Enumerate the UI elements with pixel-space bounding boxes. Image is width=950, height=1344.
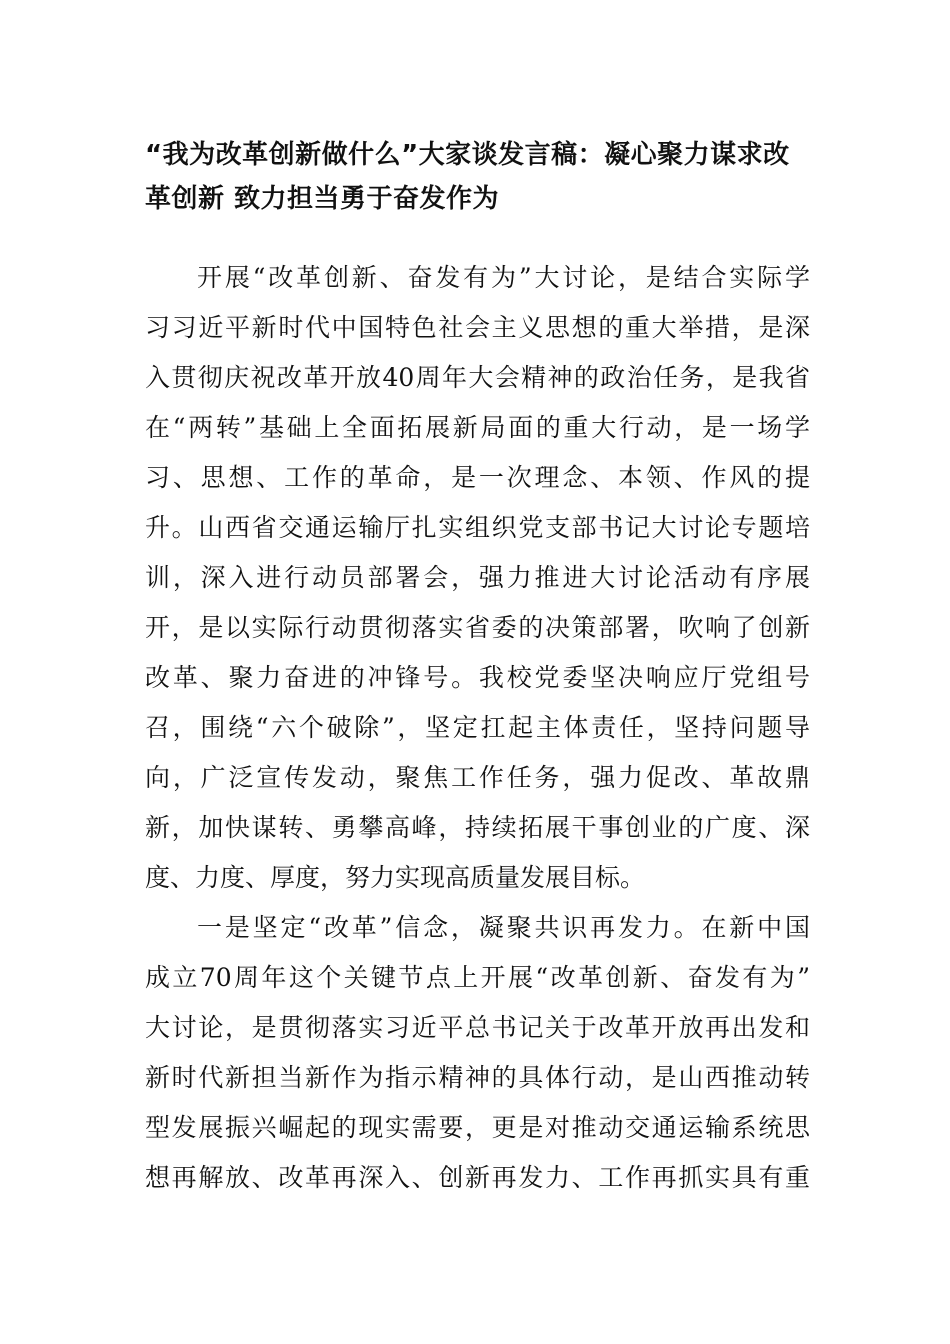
paragraph-line: 想再解放、改革再深入、创新再发力、工作再抓实具有重 [145,1163,810,1192]
paragraph-line: 习习近平新时代中国特色社会主义思想的重大举措，是深 [145,313,810,342]
paragraph-line: 开，是以实际行动贯彻落实省委的决策部署，吹响了创新 [145,613,810,642]
paragraph-line: 在“两转”基础上全面拓展新局面的重大行动，是一场学 [145,413,810,442]
paragraph-line: 成立70周年这个关键节点上开展“改革创新、奋发有为” [145,963,810,992]
paragraph-line: 一是坚定“改革”信念，凝聚共识再发力。在新中国 [197,913,810,942]
document-title [145,133,810,221]
paragraph-line: 训，深入进行动员部署会，强力推进大讨论活动有序展 [145,563,810,592]
paragraph-line: 习、思想、工作的革命，是一次理念、本领、作风的提 [145,463,810,492]
paragraph-line: 改革、聚力奋进的冲锋号。我校党委坚决响应厅党组号 [145,663,810,692]
paragraph-line: 度、力度、厚度，努力实现高质量发展目标。 [145,863,646,892]
paragraph-line: 型发展振兴崛起的现实需要，更是对推动交通运输系统思 [145,1113,810,1142]
paragraph-line: 开展“改革创新、奋发有为”大讨论，是结合实际学 [197,263,810,292]
paragraph-line: 召，围绕“六个破除”，坚定扛起主体责任，坚持问题导 [145,713,810,742]
paragraph-line: 大讨论，是贯彻落实习近平总书记关于改革开放再出发和 [145,1013,810,1042]
title-line-2: 革创新 致力担当勇于奋发作为 [145,184,500,214]
paragraph-line: 新时代新担当新作为指示精神的具体行动，是山西推动转 [145,1063,810,1092]
paragraph-line: 升。山西省交通运输厅扎实组织党支部书记大讨论专题培 [145,513,810,542]
paragraph-1 [145,253,810,903]
title-line-1: “我为改革创新做什么”大家谈发言稿：凝心聚力谋求改 [145,140,790,170]
paragraph-line: 新，加快谋转、勇攀高峰，持续拓展干事创业的广度、深 [145,813,810,842]
document-body [145,253,810,1203]
paragraph-line: 向，广泛宣传发动，聚焦工作任务，强力促改、革故鼎 [145,763,810,792]
paragraph-line: 入贯彻庆祝改革开放40周年大会精神的政治任务，是我省 [145,363,810,392]
paragraph-2 [145,903,810,1203]
